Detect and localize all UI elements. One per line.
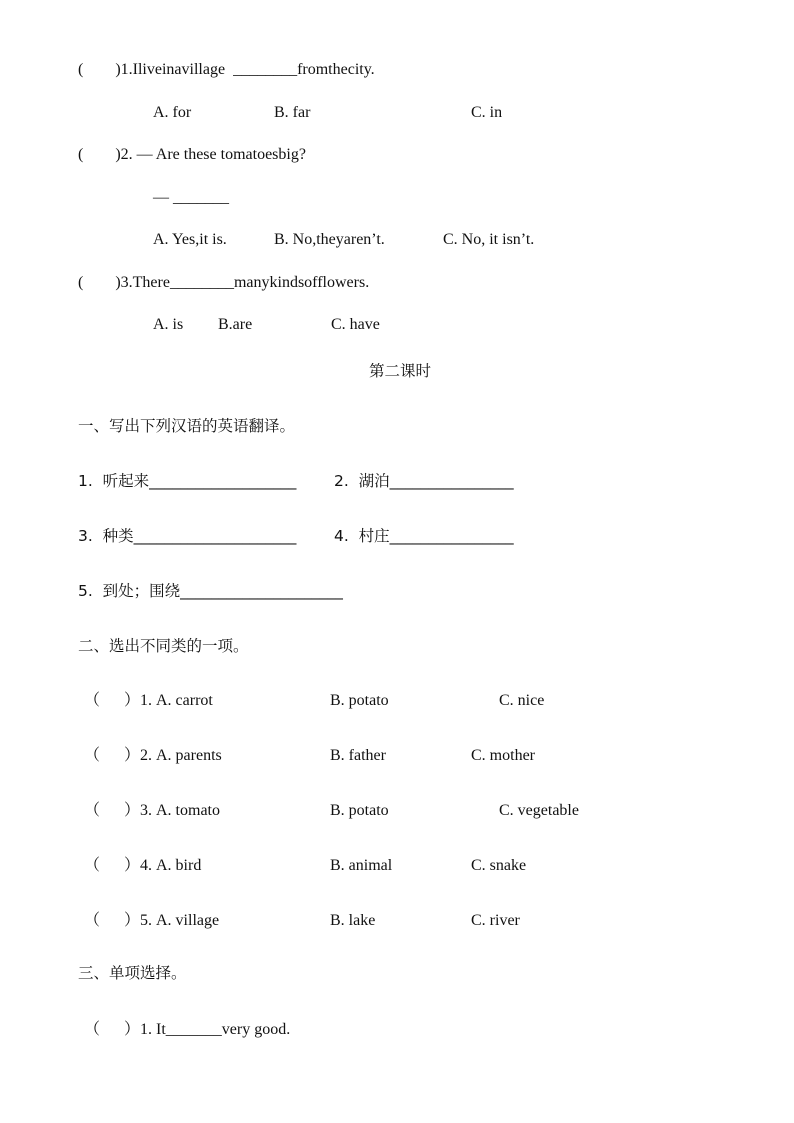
question-1-stem: ( )1.Iliveinavillage ________fromthecity. — [78, 61, 375, 78]
odd-one-row-1-option-c: C. nice — [499, 692, 545, 709]
translation-item-1: 1. 听起来___________________ — [78, 472, 297, 490]
section-1-heading: 一、写出下列汉语的英语翻译。 — [78, 417, 296, 435]
translation-item-3: 3. 种类_____________________ — [78, 527, 297, 545]
section-2-heading: 二、选出不同类的一项。 — [78, 637, 249, 655]
odd-one-row-4-stem: （ ）4. A. bird — [84, 857, 202, 874]
question-3-option-a: A. is — [153, 316, 184, 333]
odd-one-row-2-option-b: B. father — [330, 747, 386, 764]
translation-item-2: 2. 湖泊________________ — [334, 472, 514, 490]
odd-one-row-3-option-b: B. potato — [330, 802, 389, 819]
odd-one-row-2-stem: （ ）2. A. parents — [84, 747, 222, 764]
odd-one-row-2-option-c: C. mother — [471, 747, 535, 764]
question-2-option-a: A. Yes,it is. — [153, 231, 227, 248]
question-2-reply: — _______ — [153, 189, 229, 206]
section-3-heading: 三、单项选择。 — [78, 964, 187, 982]
odd-one-row-3-option-c: C. vegetable — [499, 802, 579, 819]
odd-one-row-5-option-b: B. lake — [330, 912, 376, 929]
translation-item-4: 4. 村庄________________ — [334, 527, 514, 545]
odd-one-row-4-option-c: C. snake — [471, 857, 527, 874]
odd-one-row-5-stem: （ ）5. A. village — [84, 912, 220, 929]
translation-item-5: 5. 到处；围绕_____________________ — [78, 582, 343, 600]
question-3-option-c: C. have — [331, 316, 380, 333]
odd-one-row-5-option-c: C. river — [471, 912, 520, 929]
question-2-stem: ( )2. — Are these tomatoesbig? — [78, 146, 306, 163]
odd-one-row-1-stem: （ ）1. A. carrot — [84, 692, 213, 709]
lesson-title: 第二课时 — [369, 362, 432, 380]
odd-one-row-4-option-b: B. animal — [330, 857, 393, 874]
question-3-stem: ( )3.There________manykindsofflowers. — [78, 274, 370, 291]
odd-one-row-3-stem: （ ）3. A. tomato — [84, 802, 220, 819]
question-3-option-b: B.are — [218, 316, 253, 333]
odd-one-row-1-option-b: B. potato — [330, 692, 389, 709]
question-1-option-a: A. for — [153, 104, 192, 121]
question-1-option-b: B. far — [274, 104, 311, 121]
question-1-option-c: C. in — [471, 104, 503, 121]
question-2-option-b: B. No,theyaren’t. — [274, 231, 385, 248]
choice-question-1: （ ）1. It_______very good. — [84, 1021, 291, 1038]
question-2-option-c: C. No, it isn’t. — [443, 231, 535, 248]
